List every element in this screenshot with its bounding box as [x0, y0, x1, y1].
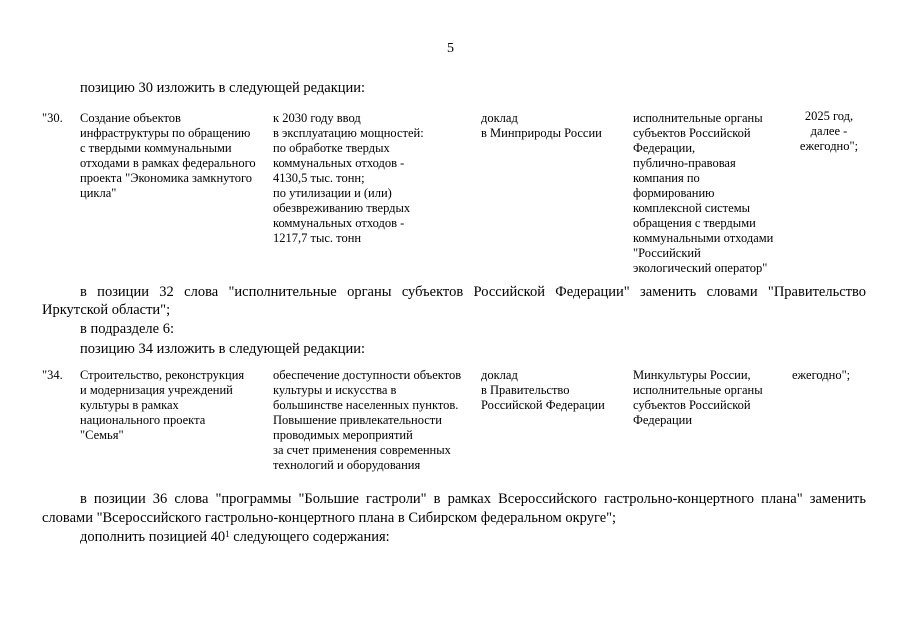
intro-position-30: позицию 30 изложить в следующей редакции: [80, 80, 366, 96]
add-position-40-1 [80, 528, 390, 546]
position-36-line1: в позиции 36 слова "программы "Большие гастроли" в рамках Всероссийского гастрольно-концертного плана" заменить [80, 491, 866, 507]
intro-position-34: позицию 34 изложить в следующей редакции: [80, 341, 366, 357]
add40-after: следующего содержания: [229, 529, 390, 545]
page-number: 5 [447, 41, 454, 56]
row30-report: доклад в Минприроды России [481, 111, 602, 140]
row34-name: Строительство, реконструкция и модернизация учреждений культуры в рамках национального проекта "Семья" [80, 368, 245, 442]
row30-number: "30. [42, 111, 63, 125]
row34-number: "34. [42, 368, 63, 382]
row30-executor: исполнительные органы субъектов Российской Федерации, публично-правовая компания по формированию комплексной системы обращения с твердыми коммунальными отходами "Российский экологический оператор" [633, 111, 774, 275]
row34-report: доклад в Правительство Российской Федерации [481, 368, 605, 412]
row34-executor: Минкультуры России, исполнительные органы субъектов Российской Федерации [633, 368, 763, 427]
row34-result: обеспечение доступности объектов культуры и искусства в большинстве населенных пунктов. Повышение привлекательности проводимых мероприятий за счет применения современных технологий и оборудования [273, 368, 462, 472]
position-32-line2: Иркутской области"; [42, 302, 171, 318]
subsection-6-label: в подразделе 6: [80, 321, 174, 337]
row30-result: к 2030 году ввод в эксплуатацию мощностей: по обработке твердых коммунальных отходов - 4130,5 тыс. тонн; по утилизации и (или) обезвреживанию твердых коммунальных отходов - 1217,7 тыс. тонн [273, 111, 424, 245]
position-32-line1: в позиции 32 слова "исполнительные органы субъектов Российской Федерации" заменить словами "Правительство [80, 284, 866, 300]
add40-before: дополнить позицией 40 [80, 529, 226, 545]
row34-term: ежегодно"; [792, 368, 851, 382]
position-36-line2: словами "Всероссийского гастрольно-концертного плана в Сибирском федеральном округе"; [42, 510, 617, 526]
row30-name: Создание объектов инфраструктуры по обращению с твердыми коммунальными отходами в рамках федерального проекта "Экономика замкнутого цикла" [80, 111, 256, 200]
row30-term: 2025 год, далее - ежегодно"; [799, 109, 859, 153]
add40-superscript: 1 [225, 529, 230, 539]
